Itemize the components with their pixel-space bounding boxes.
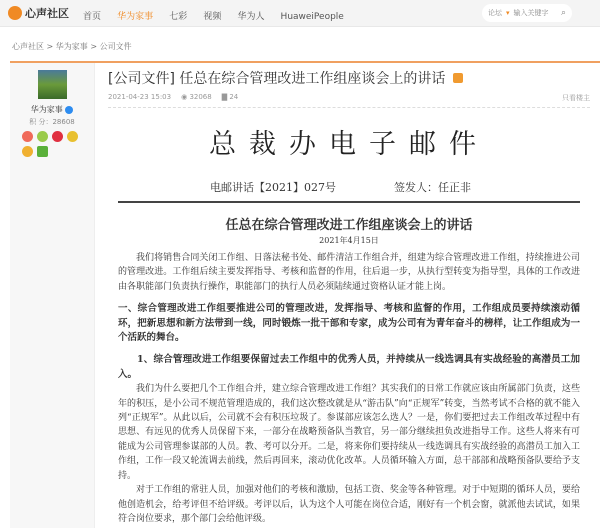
post-meta [108, 93, 590, 108]
author-score: 积 分：28608 [29, 118, 75, 126]
search-input[interactable]: 输入关键字 [513, 9, 549, 17]
comment-icon: ▇ [221, 93, 230, 101]
author-name[interactable]: 华为家事 [30, 105, 63, 114]
doc-signer: 签发人：任正非 [394, 181, 471, 194]
doc-title: 任总在综合管理改进工作组座谈会上的讲话 [225, 218, 473, 233]
search-icon[interactable]: ⌕ [560, 8, 566, 18]
post [108, 63, 590, 526]
avatar[interactable] [38, 70, 67, 99]
paragraph: 我们将销售合同关闭工作组、日落法秘书处、邮件清洁工作组合并，组建为综合管理改进工作组，持续推进公司的管理改进。工作组后续主要发挥指导、考核和监督的作用，往后退一步，从执行型转变为指导型，具体的工作改进由各职能部门负责执行操作，职能部门的执行人员必须陆续通过资格认证才能上岗。 [118, 253, 580, 292]
nav-huawei-family[interactable]: 华为家事 [117, 11, 154, 22]
tag-icon [453, 73, 463, 83]
badge-icon[interactable] [22, 146, 33, 157]
search-scope-dropdown[interactable]: 论坛 [488, 9, 502, 17]
doc-number: 电邮讲话【2021】027号 [210, 181, 336, 194]
badge-icon[interactable] [52, 131, 63, 142]
nav-video[interactable]: 视频 [203, 11, 222, 22]
author-sidebar [10, 63, 95, 528]
badge-icon[interactable] [22, 131, 33, 142]
post-title: [公司文件] 任总在综合管理改进工作组座谈会上的讲话 [108, 71, 446, 87]
verified-icon [65, 106, 73, 114]
paragraph: 1、综合管理改进工作组要保留过去工作组中的优秀人员，并持续从一线选调具有实战经验的高潜员工加入。 [118, 354, 580, 380]
nav-huaweipeople-en[interactable]: HuaweiPeople [280, 11, 344, 22]
search-box[interactable] [482, 4, 572, 22]
logo-icon [8, 6, 22, 20]
post-date: 2021-04-23 15:03 [108, 93, 172, 101]
nav-colorful[interactable]: 七彩 [169, 11, 188, 22]
eye-icon: ◉ [181, 93, 190, 101]
doc-date: 2021年4月15日 [319, 236, 379, 245]
site-logo[interactable] [8, 5, 69, 21]
only-author-link[interactable]: 只看楼主 [562, 94, 590, 102]
view-count: 32068 [189, 93, 212, 101]
badge-icon[interactable] [37, 146, 48, 157]
chevron-down-icon: ▾ [506, 9, 510, 17]
nav-home[interactable]: 首页 [83, 11, 102, 22]
paragraph: 一、综合管理改进工作组要推进公司的管理改进，发挥指导、考核和监督的作用，工作组成员要持续滚动循环，把新思想和新方法带到一线，同时锻炼一批干部和专家，成为公司有为青年奋斗的榜样，让工作组成为一个活跃的舞台。 [118, 303, 580, 344]
paragraph: 对于工作组的常驻人员，加强对他们的考核和激励，包括工资、奖金等各种管理。对于中短期的循环人员，要给他创造机会，给考评但不给评级。考评以后，认为这个人可能在岗位合适，刚好有一个机会窗，就派他去试试，如果符合岗位要求，那个部门会给他评级。 [118, 485, 580, 524]
paragraph: 我们为什么要把几个工作组合并，建立综合管理改进工作组？其实我们的日常工作就应该由所属部门负责，这些年的积压，是小公司不规范管理造成的，我们这次整改就是从“游击队”向“正规军”转变，当然考试不合格的就不能入列“正规军”。从此以后，公司就不会有积压垃圾了。参谋部应该怎么选人？一是，你们要把过去工作组改革过程中有思想、有远见的优秀人员保留下来，一部分在战略预备队当教官，另一部分继续担负改进指导工作。这些人将来有可能成为公司管理参谋部的人员。教、考可以分开。二是，将来你们要持续从一线选调具有实战经验的高潜员工加入工作组，工作一段又轮流调去前线，然后再回来，滚动优化改革。人员循环输入方面，总干部部和战略预备队要给予支持。 [118, 384, 580, 481]
doc-header: 总裁办电子邮件 [209, 129, 489, 160]
breadcrumb[interactable]: 心声社区 > 华为家事 > 公司文件 [12, 42, 132, 51]
doc-divider [118, 201, 580, 203]
badge-icon[interactable] [37, 131, 48, 142]
badge-icon[interactable] [67, 131, 78, 142]
main-nav [83, 4, 355, 23]
reply-count: 24 [229, 93, 239, 101]
badges [22, 131, 82, 157]
logo-text: 心声社区 [25, 7, 69, 20]
top-nav-bar [0, 0, 600, 27]
nav-huawei-people[interactable]: 华为人 [237, 11, 265, 22]
document-body [108, 122, 590, 526]
